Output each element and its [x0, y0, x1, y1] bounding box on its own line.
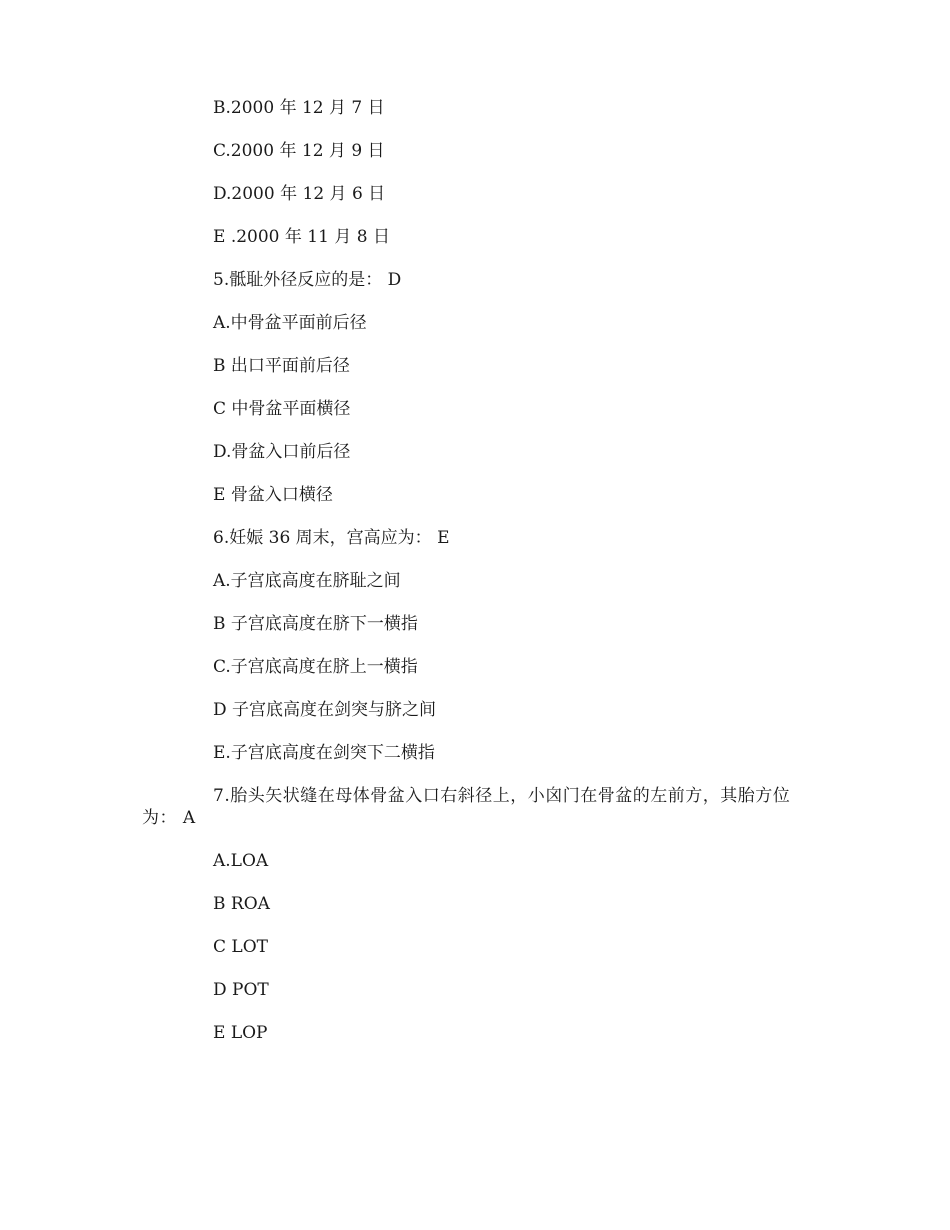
option-6a: A.子宫底高度在脐耻之间	[213, 571, 401, 591]
option-7d: D POT	[213, 980, 269, 1000]
option-4b: B.2000 年 12 月 7 日	[213, 98, 385, 118]
question-7: 7.胎头矢状缝在母体骨盆入口右斜径上，小囟门在骨盆的左前方，其胎方位为： A	[142, 786, 791, 828]
option-6e: E.子宫底高度在剑突下二横指	[213, 743, 435, 763]
option-5d: D.骨盆入口前后径	[213, 442, 351, 462]
option-6c: C.子宫底高度在脐上一横指	[213, 657, 418, 677]
option-6d: D 子宫底高度在剑突与脐之间	[213, 700, 437, 720]
option-5a: A.中骨盆平面前后径	[213, 313, 367, 333]
option-5e: E 骨盆入口横径	[213, 485, 333, 505]
option-5c: C 中骨盆平面横径	[213, 399, 351, 419]
option-4c: C.2000 年 12 月 9 日	[213, 141, 385, 161]
option-4d: D.2000 年 12 月 6 日	[213, 184, 386, 204]
option-7b: B ROA	[213, 894, 270, 914]
option-7c: C LOT	[213, 937, 268, 957]
question-6: 6.妊娠 36 周末，宫高应为： E	[213, 528, 450, 548]
option-7a: A.LOA	[213, 851, 269, 871]
question-5: 5.骶耻外径反应的是： D	[213, 270, 402, 290]
option-6b: B 子宫底高度在脐下一横指	[213, 614, 418, 634]
option-4e: E .2000 年 11 月 8 日	[213, 227, 390, 247]
option-7e: E LOP	[213, 1023, 268, 1043]
option-5b: B 出口平面前后径	[213, 356, 350, 376]
